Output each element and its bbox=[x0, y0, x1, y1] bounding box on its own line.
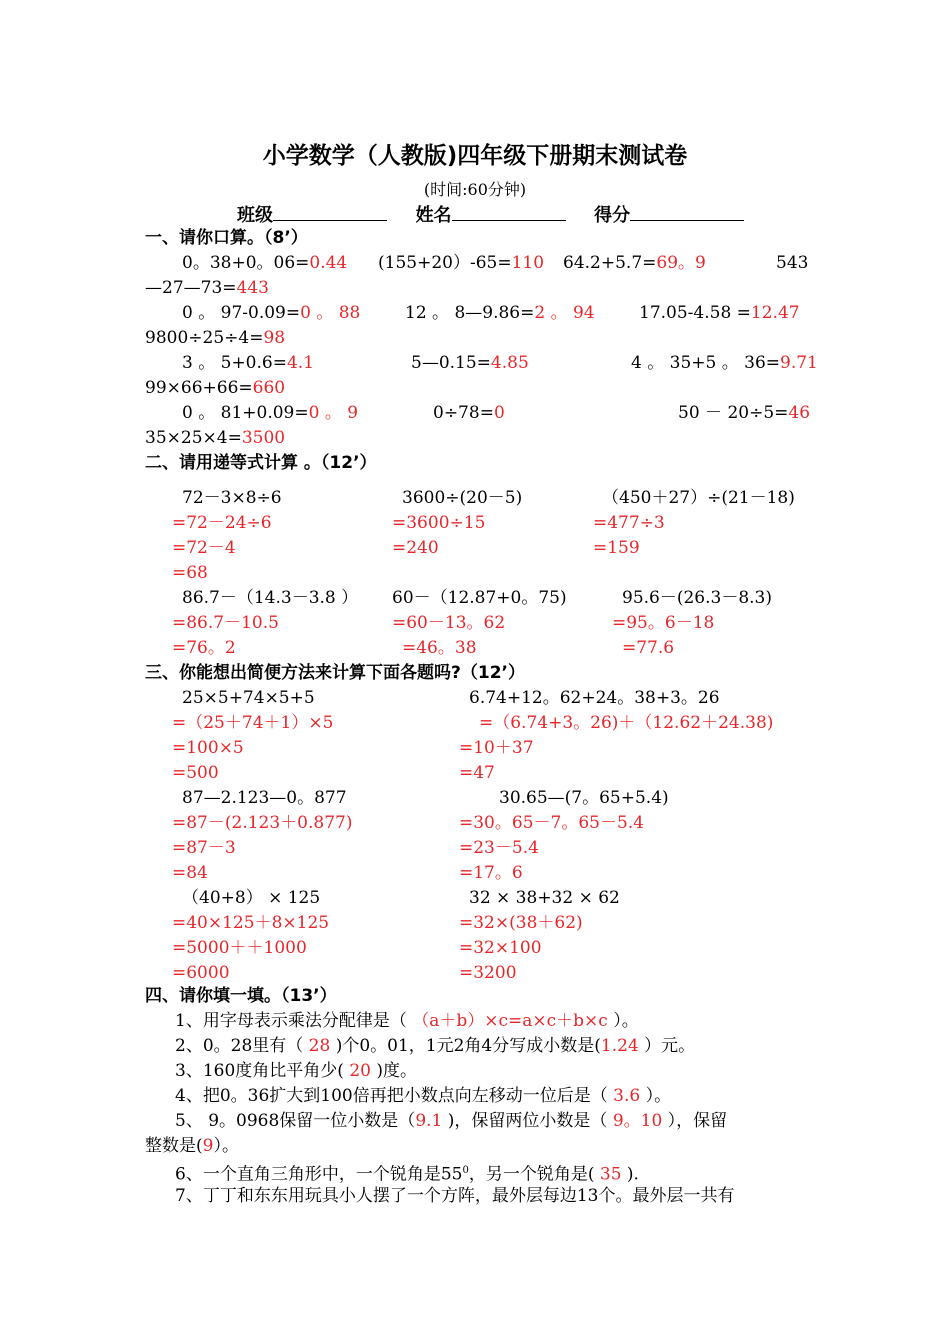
s2-problem: （450＋27）÷(21－18) bbox=[602, 488, 795, 508]
s1-item: 0 。 97-0.09=0 。 88 bbox=[182, 303, 361, 323]
info-line bbox=[237, 202, 744, 227]
s4-question-1: 1、用字母表示乘法分配律是（ （a＋b）×c=a×c＋b×c ）。 bbox=[175, 1011, 639, 1031]
page-title: 小学数学（人教版)四年级下册期末测试卷 bbox=[262, 143, 688, 169]
s3-step: =40×125＋8×125 bbox=[172, 913, 330, 933]
s3-step: =500 bbox=[172, 763, 219, 783]
s1-item: 9800÷25÷4=98 bbox=[145, 328, 286, 348]
s3-step: =17。6 bbox=[459, 863, 523, 883]
s3-step: =100×5 bbox=[172, 738, 244, 758]
s2-step: =60－13。62 bbox=[392, 613, 506, 633]
class-label: 班级 bbox=[237, 205, 273, 226]
section4-heading: 四、请你填一填。（13’） bbox=[145, 986, 337, 1006]
s2-step: =77.6 bbox=[622, 638, 675, 658]
s1-item: (155+20）-65=110 bbox=[378, 253, 545, 273]
s3-problem: 32 × 38+32 × 62 bbox=[469, 888, 620, 908]
score-label: 得分 bbox=[594, 205, 631, 226]
s2-step: =477÷3 bbox=[593, 513, 665, 533]
s1-item: 64.2+5.7=69。9 bbox=[563, 253, 706, 273]
s2-step: =72－24÷6 bbox=[172, 513, 272, 533]
s1-item: 0÷78=0 bbox=[433, 403, 505, 423]
s1-item: 35×25×4=3500 bbox=[145, 428, 286, 448]
s2-problem: 3600÷(20－5) bbox=[402, 488, 523, 508]
name-label: 姓名 bbox=[415, 205, 452, 226]
section3-heading: 三、你能想出简便方法来计算下面各题吗?（12’） bbox=[145, 663, 525, 683]
s4-question-4: 4、把0。36扩大到100倍再把小数点向左移动一位后是（ 3.6 ）。 bbox=[175, 1086, 672, 1106]
s1-item: 4 。 35+5 。 36=9.71 bbox=[631, 353, 818, 373]
s3-step: =（25＋74＋1）×5 bbox=[172, 713, 334, 733]
s1-item: 50 － 20÷5=46 bbox=[678, 403, 811, 423]
s1-item: 17.05-4.58 =12.47 bbox=[639, 303, 800, 323]
s1-item: 12 。 8—9.86=2 。 94 bbox=[405, 303, 595, 323]
s3-step: =5000＋＋1000 bbox=[172, 938, 307, 958]
s4-question-6: 6、一个直角三角形中，一个锐角是$55^0$，另一个锐角是( 35 ). bbox=[175, 1164, 639, 1185]
s3-step: =87－(2.123＋0.877) bbox=[172, 813, 353, 833]
score-blank[interactable] bbox=[630, 202, 744, 221]
s2-step: =3600÷15 bbox=[392, 513, 486, 533]
section2-heading: 二、请用递等式计算 。（12’） bbox=[145, 453, 377, 473]
s3-step: =32×(38＋62) bbox=[459, 913, 583, 933]
s3-step: =3200 bbox=[459, 963, 517, 983]
s2-problem: 95.6－(26.3－8.3) bbox=[622, 588, 773, 608]
s4-question-5: 5、 9。0968保留一位小数是（9.1 )，保留两位小数是（ 9。10 ），保留 bbox=[175, 1111, 728, 1131]
s4-question-2: 2、0。28里有（ 28 )个0。01，1元2角4分写成小数是(1.24 ）元。 bbox=[175, 1036, 696, 1056]
class-blank[interactable] bbox=[273, 202, 387, 221]
s2-step: =72－4 bbox=[172, 538, 236, 558]
s2-step: =240 bbox=[392, 538, 439, 558]
s3-step: =84 bbox=[172, 863, 208, 883]
s1-item: 543 bbox=[776, 253, 809, 273]
s2-problem: 60－（12.87+0。75) bbox=[392, 588, 567, 608]
name-blank[interactable] bbox=[452, 202, 566, 221]
s4-question-7: 7、丁丁和东东用玩具小人摆了一个方阵，最外层每边13个。最外层一共有 bbox=[175, 1186, 735, 1206]
s4-question-5-cont: 整数是(9）。 bbox=[145, 1136, 239, 1156]
s1-item: 0。38+0。06=0.44 bbox=[182, 253, 348, 273]
section1-heading: 一、请你口算。（8’） bbox=[145, 228, 308, 248]
s3-step: =47 bbox=[459, 763, 495, 783]
s4-question-3: 3、160度角比平角少( 20 )度。 bbox=[175, 1061, 417, 1081]
s3-step: =23－5.4 bbox=[459, 838, 539, 858]
s3-problem: （40+8） × 125 bbox=[182, 888, 321, 908]
s3-step: =6000 bbox=[172, 963, 230, 983]
s1-item: 0 。 81+0.09=0 。 9 bbox=[182, 403, 359, 423]
s3-problem: 6.74+12。62+24。38+3。26 bbox=[469, 688, 720, 708]
s3-step: =32×100 bbox=[459, 938, 542, 958]
s3-problem: 30.65—(7。65+5.4) bbox=[499, 788, 669, 808]
s3-step: =（6.74+3。26)＋（12.62＋24.38) bbox=[479, 713, 774, 733]
s3-step: =87－3 bbox=[172, 838, 236, 858]
s2-step: =159 bbox=[593, 538, 640, 558]
s3-problem: 87—2.123—0。877 bbox=[182, 788, 347, 808]
s2-step: =68 bbox=[172, 563, 208, 583]
s1-item: —27—73=443 bbox=[145, 278, 269, 298]
s3-step: =10＋37 bbox=[459, 738, 534, 758]
s2-step: =76。2 bbox=[172, 638, 236, 658]
s3-step: =30。65－7。65－5.4 bbox=[459, 813, 644, 833]
s2-step: =86.7－10.5 bbox=[172, 613, 279, 633]
s3-problem: 25×5+74×5+5 bbox=[182, 688, 315, 708]
time-note: (时间:60分钟) bbox=[423, 180, 527, 199]
s2-step: =95。6－18 bbox=[612, 613, 715, 633]
s1-item: 99×66+66=660 bbox=[145, 378, 286, 398]
s1-item: 5—0.15=4.85 bbox=[411, 353, 529, 373]
s2-step: =46。38 bbox=[402, 638, 477, 658]
s1-item: 3 。 5+0.6=4.1 bbox=[182, 353, 315, 373]
s2-problem: 72－3×8÷6 bbox=[182, 488, 282, 508]
s2-problem: 86.7－（14.3－3.8 ） bbox=[182, 588, 359, 608]
